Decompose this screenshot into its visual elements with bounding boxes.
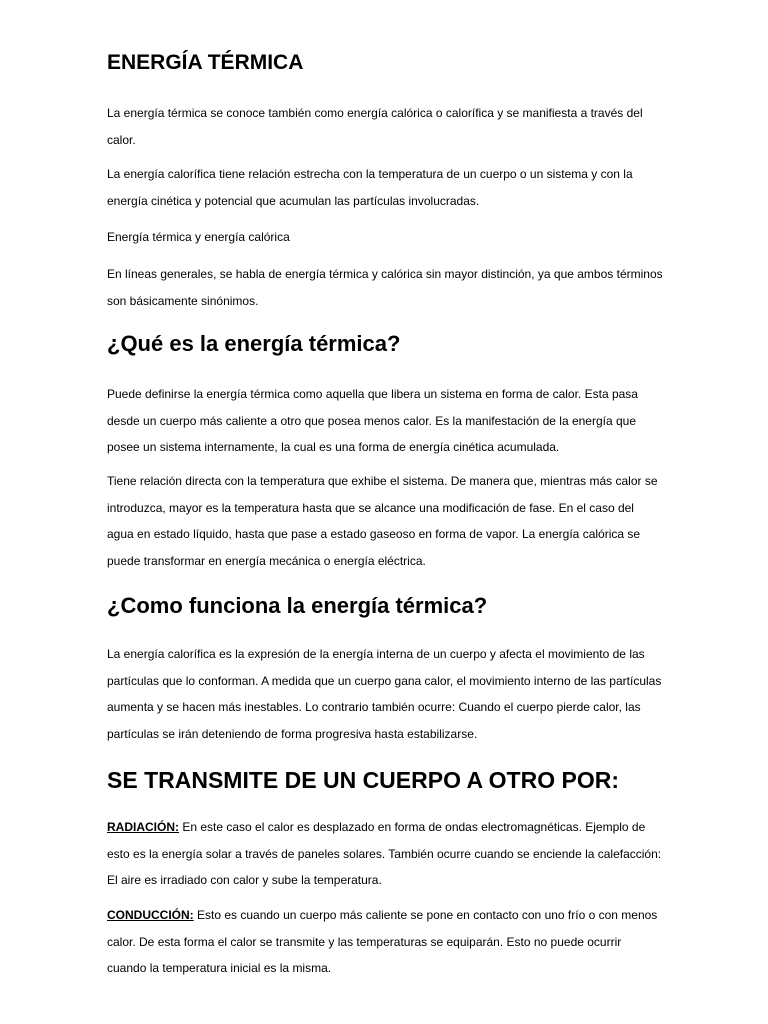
conduccion-paragraph <box>107 902 663 982</box>
como-paragraph: La energía calorífica es la expresión de la energía interna de un cuerpo y afecta el movimiento de las partículas que lo conforman. A medida que un cuerpo gana calor, el movimiento interno de las partículas aumenta y se hacen más inestables. Lo contrario también ocurre: Cuando el cuerpo pierde calor, las partículas se irán deteniendo de forma progresiva hasta estabilizarse. <box>107 647 662 741</box>
conduccion-text: Esto es cuando un cuerpo más caliente se pone en contacto con uno frío o con menos calor. De esta forma el calor se transmite y las temperaturas se equiparán. Esto no puede ocurrir cuando la temperatura inicial es la misma. <box>107 908 658 975</box>
heading-como-funciona: ¿Como funciona la energía térmica? <box>107 593 488 618</box>
heading-que-es: ¿Qué es la energía térmica? <box>107 331 401 356</box>
document-title: ENERGÍA TÉRMICA <box>107 51 304 74</box>
conduccion-term: CONDUCCIÓN: <box>107 908 194 922</box>
que-es-paragraph-2: Tiene relación directa con la temperatura que exhibe el sistema. De manera que, mientras más calor se introduzca, mayor es la temperatura hasta que se alcance una modificación de fase. En el caso del agua en estado líquido, hasta que pase a estado gaseoso en forma de vapor. La energía calórica se puede transformar en energía mecánica o energía eléctrica. <box>107 474 658 568</box>
intro-paragraph-2: La energía calorífica tiene relación estrecha con la temperatura de un cuerpo o un sistema y con la energía cinética y potencial que acumulan las partículas involucradas. <box>107 167 633 208</box>
intro-paragraph-3: En líneas generales, se habla de energía térmica y calórica sin mayor distinción, ya que ambos términos son básicamente sinónimos. <box>107 267 663 308</box>
que-es-paragraph-1: Puede definirse la energía térmica como aquella que libera un sistema en forma de calor. Esta pasa desde un cuerpo más caliente a otro que posea menos calor. Es la manifestación de la energía que posee un sistema internamente, la cual es una forma de energía cinética acumulada. <box>107 387 638 454</box>
radiacion-paragraph <box>107 814 663 894</box>
intro-paragraph-1: La energía térmica se conoce también como energía calórica o calorífica y se manifiesta a través del calor. <box>107 106 643 147</box>
heading-transmite: SE TRANSMITE DE UN CUERPO A OTRO POR: <box>107 767 619 793</box>
intro-subheading: Energía térmica y energía calórica <box>107 230 290 244</box>
radiacion-term: RADIACIÓN: <box>107 820 179 834</box>
radiacion-text: En este caso el calor es desplazado en forma de ondas electromagnéticas. Ejemplo de esto es la energía solar a través de paneles solares. También ocurre cuando se enciende la calefacción: El aire es irradiado con calor y sube la temperatura. <box>107 820 662 887</box>
